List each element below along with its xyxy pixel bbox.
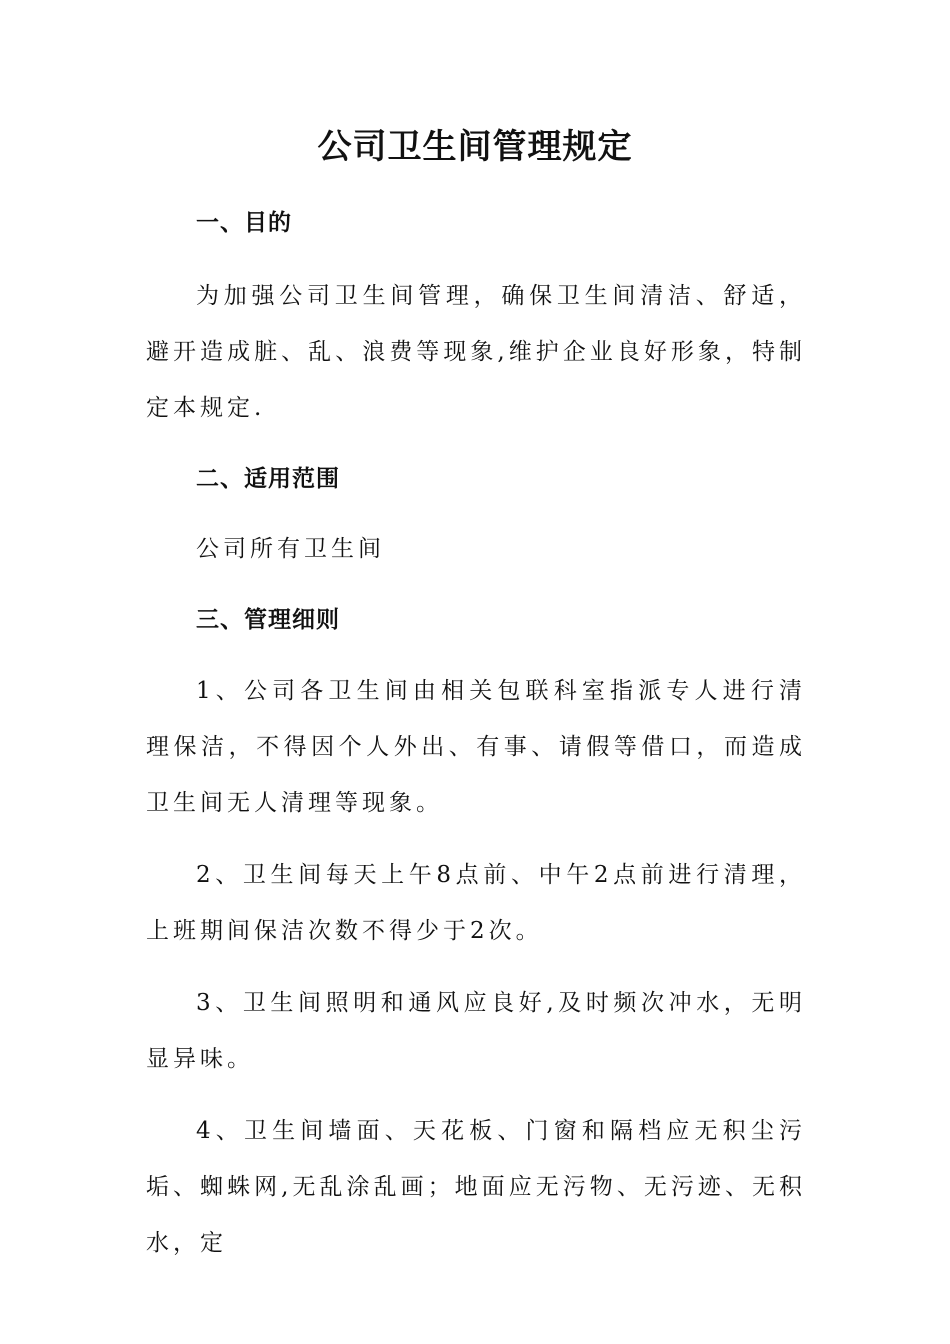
document-title: 公司卫生间管理规定 [317, 127, 633, 167]
rule-item-4: 4、卫生间墙面、天花板、门窗和隔档应无积尘污垢、蜘蛛网,无乱涂乱画；地面应无污物、无污迹、无积水，定 [146, 1118, 806, 1256]
paragraph-purpose: 为加强公司卫生间管理，确保卫生间清洁、舒适，避开造成脏、乱、浪费等现象,维护企业良好形象，特制定本规定. [146, 283, 806, 421]
section-heading-purpose: 一、目的 [196, 210, 292, 236]
rule-item-3: 3、卫生间照明和通风应良好,及时频次冲水，无明显异味。 [146, 990, 806, 1072]
rule-item-1: 1、公司各卫生间由相关包联科室指派专人进行清理保洁，不得因个人外出、有事、请假等借口，而造成卫生间无人清理等现象。 [146, 678, 806, 816]
section-heading-scope: 二、适用范围 [196, 466, 340, 492]
paragraph-scope: 公司所有卫生间 [196, 536, 385, 562]
section-heading-rules: 三、管理细则 [196, 607, 340, 633]
rule-item-2: 2、卫生间每天上午8点前、中午2点前进行清理，上班期间保洁次数不得少于2次。 [146, 862, 806, 944]
